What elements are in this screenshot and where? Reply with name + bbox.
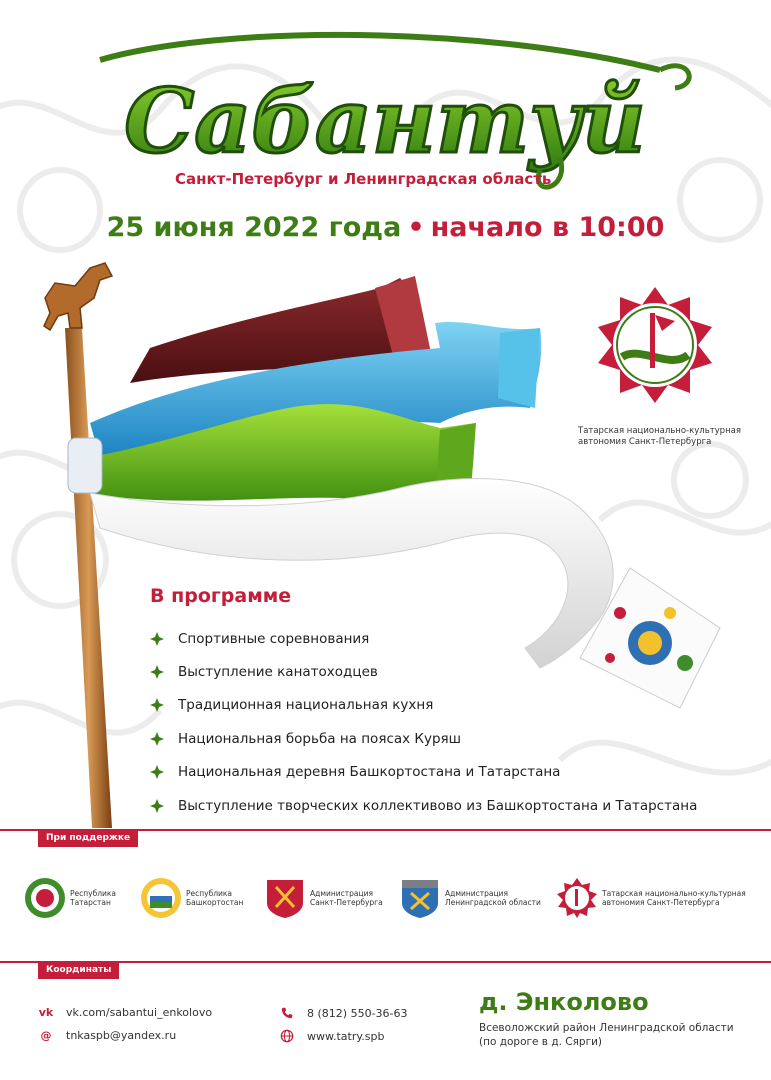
- tatar-autonomy-emblem-icon: [590, 285, 720, 415]
- program-item: [150, 722, 697, 755]
- email-icon: @: [40, 1029, 52, 1042]
- partner-line-2: Башкортостан: [186, 898, 244, 907]
- program-item: [150, 789, 697, 822]
- phone-icon: [279, 1006, 295, 1020]
- ornament-bullet-icon: [150, 732, 164, 746]
- tatar-autonomy-emblem-icon: [556, 877, 598, 919]
- contacts-label: Координаты: [38, 962, 119, 979]
- contact-vk[interactable]: [38, 1006, 212, 1019]
- ornament-bullet-icon: [150, 765, 164, 779]
- spb-coat-of-arms-icon: [264, 877, 306, 919]
- partner-spb: [264, 876, 383, 920]
- program-item: [150, 756, 697, 789]
- ornament-bullet-icon: [150, 799, 164, 813]
- partner-tatar-autonomy: [556, 876, 746, 920]
- partner-tatarstan: [24, 876, 116, 920]
- organizer-name-line-2: автономия Санкт-Петербурга: [578, 437, 712, 447]
- bashkortostan-emblem-icon: [140, 877, 182, 919]
- program-list: [150, 622, 697, 822]
- location-line-2: (по дороге в д. Сярги): [479, 1036, 603, 1048]
- date-separator: •: [407, 212, 425, 243]
- contact-email[interactable]: [38, 1029, 176, 1042]
- partner-line-1: Татарская национально-культурная: [602, 888, 746, 898]
- leningrad-oblast-coat-of-arms-icon: [399, 877, 441, 919]
- program-item-text: Национальная борьба на поясах Куряш: [178, 730, 462, 747]
- horse-figure: [44, 263, 112, 330]
- ornament-bullet-icon: [150, 698, 164, 712]
- program-item-text: Выступление канатоходцев: [178, 664, 378, 681]
- tatarstan-emblem-icon: [24, 877, 66, 919]
- partner-line-2: автономия Санкт-Петербурга: [602, 898, 720, 907]
- contact-phone-text[interactable]: 8 (812) 550-36-63: [307, 1006, 408, 1020]
- partner-leningrad-oblast: [399, 876, 541, 920]
- partner-bashkortostan: [140, 876, 243, 920]
- program-item: [150, 655, 697, 688]
- partner-line-2: Санкт-Петербурга: [310, 898, 383, 907]
- program-item: [150, 622, 697, 655]
- partner-line-1: Администрация: [310, 888, 373, 898]
- organizer-caption: [578, 426, 758, 448]
- contact-site-text[interactable]: www.tatry.spb: [307, 1029, 385, 1043]
- ornament-bullet-icon: [150, 632, 164, 646]
- partner-line-1: Республика: [186, 888, 233, 898]
- ornament-bullet-icon: [150, 665, 164, 679]
- organizer-name-line-1: Татарская национально-культурная: [578, 426, 741, 436]
- partner-line-2: Ленинградской области: [445, 898, 541, 907]
- program-item: [150, 689, 697, 722]
- location-details: [479, 1021, 734, 1049]
- event-start-time: начало в 10:00: [430, 212, 665, 243]
- program-item-text: Национальная деревня Башкортостана и Татарстана: [178, 764, 561, 781]
- contact-phone[interactable]: [279, 1006, 408, 1020]
- contact-vk-text[interactable]: vk.com/sabantui_enkolovo: [66, 1006, 213, 1019]
- location-place: д. Энколово: [479, 988, 649, 1016]
- program-heading: В программе: [150, 585, 292, 607]
- event-date: 25 июня 2022 года: [106, 212, 402, 243]
- partner-line-1: Администрация: [445, 888, 508, 898]
- program-item-text: Выступление творческих коллективово из Башкортостана и Татарстана: [178, 797, 698, 814]
- partner-line-2: Татарстан: [70, 898, 111, 907]
- support-label: При поддержке: [38, 830, 138, 847]
- title-text: Сабантуй: [124, 69, 646, 173]
- title-subtitle: Санкт-Петербург и Ленинградская область: [175, 170, 552, 188]
- contact-email-text[interactable]: tnkaspb@yandex.ru: [66, 1029, 177, 1042]
- vk-icon: vk: [38, 1006, 54, 1019]
- location-line-1: Всеволожский район Ленинградской области: [479, 1022, 734, 1034]
- date-line: [0, 212, 771, 243]
- program-item-text: Спортивные соревнования: [178, 630, 370, 647]
- globe-icon: [279, 1029, 295, 1043]
- contact-site[interactable]: [279, 1029, 385, 1043]
- program-item-text: Традиционная национальная кухня: [178, 697, 434, 714]
- partner-line-1: Республика: [70, 888, 117, 898]
